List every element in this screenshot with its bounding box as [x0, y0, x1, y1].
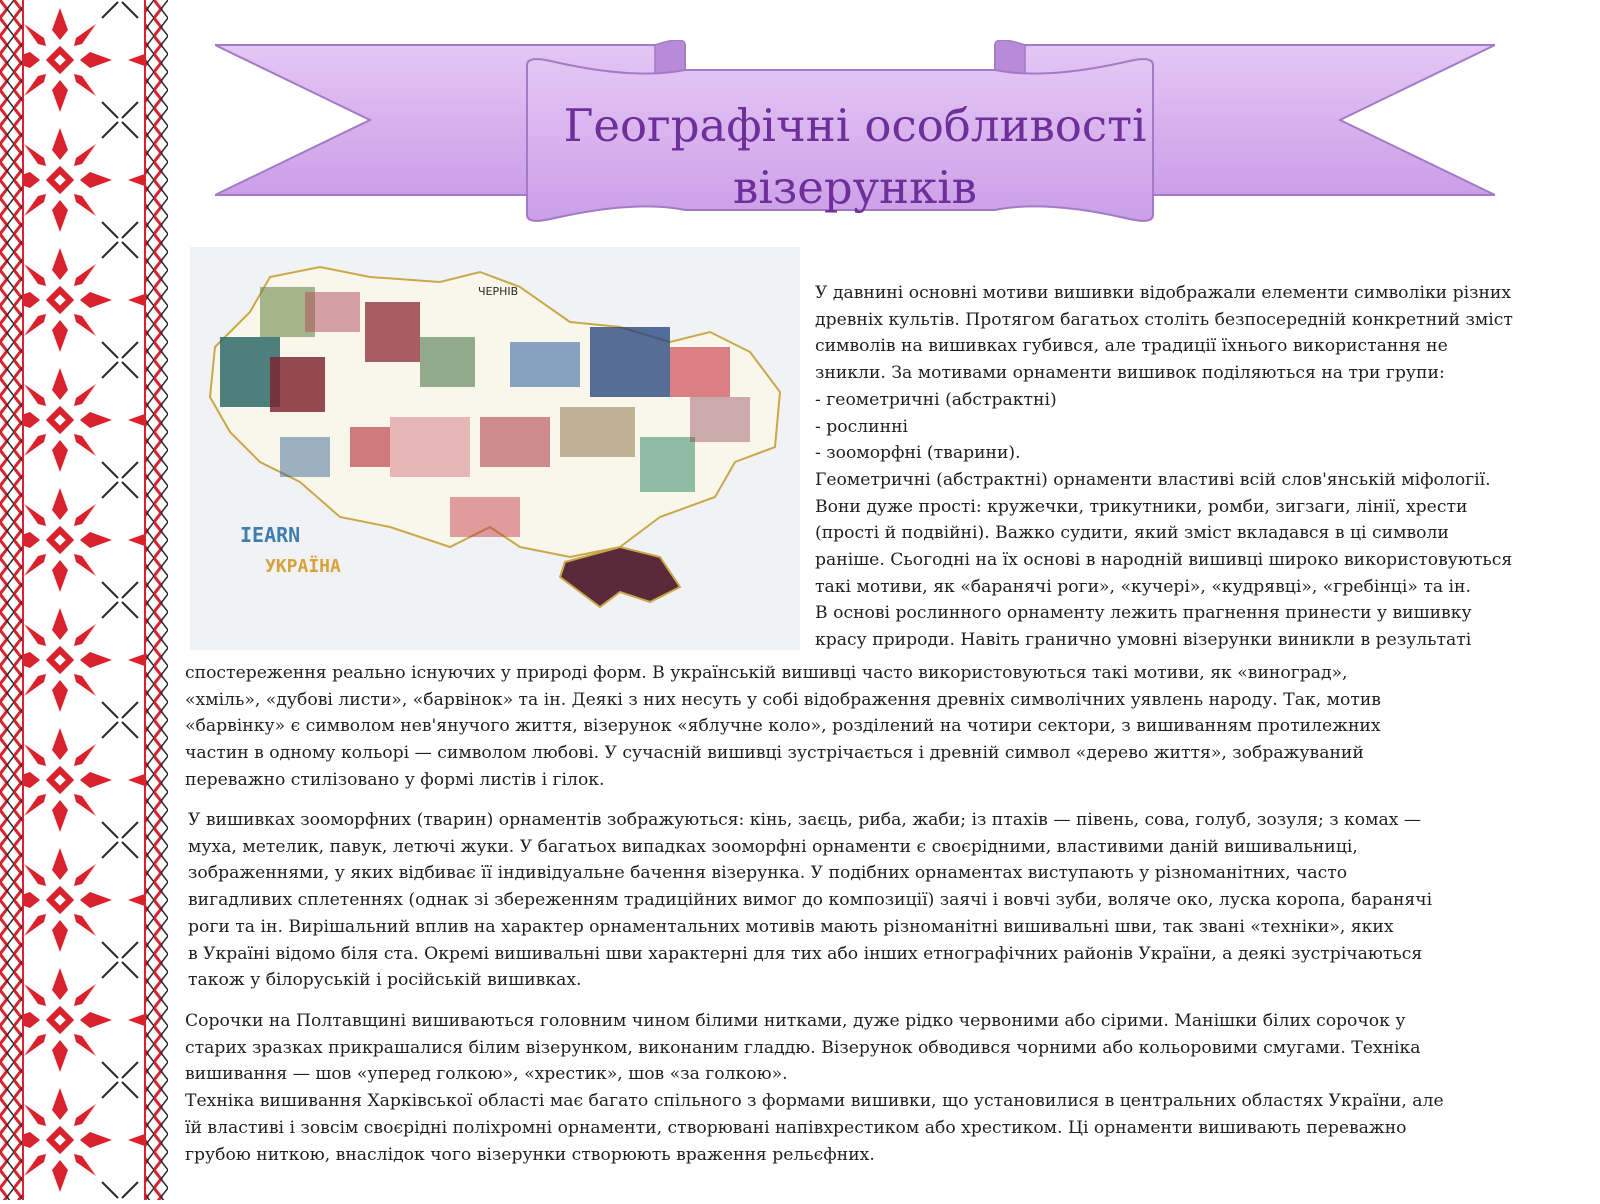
text-line: зникли. За мотивами орнаменти вишивок поділяються на три групи:: [815, 363, 1445, 384]
text-line: красу природи. Навіть гранично умовні візерунки виникли в результаті: [815, 630, 1472, 651]
text-line: зображеннями, у яких відбиває її індивідуальне бачення візерунка. У подібних орнаментах виступають у різноманітних, часто: [188, 863, 1348, 884]
text-line: «барвінку» є символом нев'янучого життя, візерунок «яблучне коло», розділений на чотири сектори, з вишиванням протилежних: [185, 716, 1381, 737]
text-line: вишивання — шов «уперед голкою», «хрестик», шов «за голкою».: [185, 1064, 788, 1085]
text-line: Техніка вишивання Харківської області має багато спільного з формами вишивки, що установилися в центральних областях України, але: [185, 1091, 1444, 1112]
floral-paragraph-continuation: [185, 660, 1575, 794]
text-line: грубою ниткою, внаслідок чого візерунки створюють враження рельєфних.: [185, 1144, 875, 1165]
zoomorphic-paragraph: [188, 807, 1583, 994]
text-line: символів на вишивках губився, але традиції їхнього використання не: [815, 336, 1448, 357]
text-line: Геометричні (абстрактні) орнаменти властиві всій слов'янській міфології.: [815, 469, 1491, 490]
text-line: також у білоруській і російській вишивках.: [188, 970, 582, 991]
text-line: їй властиві і зовсім своєрідні поліхромні орнаменти, створювані напівхрестиком або хрестиком. Ці орнаменти вишивають переважно: [185, 1117, 1407, 1138]
text-line: спостереження реально існуючих у природі форм. В українській вишивці часто використовуються такі мотиви, як «виноград»,: [185, 663, 1348, 683]
text-line: древніх культів. Протягом багатьох століть безпосередній конкретний зміст: [815, 309, 1513, 330]
text-line: частин в одному кольорі — символом любові. У сучасній вишивці зустрічається і древній символ «дерево життя», зображуваний: [185, 743, 1364, 764]
regional-techniques-paragraph: [185, 1008, 1590, 1168]
embroidered-map-photo: [190, 247, 800, 650]
iearn-label: IEARN: [240, 523, 301, 547]
text-line: Сорочки на Полтавщині вишиваються головним чином білими нитками, дуже рідко червоними або сірими. Манішки білих сорочок у: [185, 1011, 1406, 1031]
text-line: У давнині основні мотиви вишивки відображали елементи символіки різних: [815, 283, 1512, 303]
list-item-floral: - рослинні: [815, 416, 909, 437]
intro-text-column: [815, 280, 1600, 654]
map-label-region: ЧЕРНІВ: [478, 285, 519, 298]
text-line: старих зразках прикрашалися білим візерунком, виконаним гладдю. Візерунок обводився чорними або кольоровими смугами. Техніка: [185, 1037, 1421, 1058]
embroidered-map-graphic: [190, 247, 800, 650]
text-line: «хміль», «дубові листи», «барвінок» та ін. Деякі з них несуть у собі відображення древніх символічних уявлень народу. Так, мотив: [185, 689, 1381, 710]
page-title: [540, 95, 1170, 225]
text-line: Вони дуже прості: кружечки, трикутники, ромби, зигзаги, лінії, хрести: [815, 496, 1468, 517]
text-line: роги та ін. Вирішальний вплив на характер орнаментальних мотивів мають різноманітні вишивальні шви, так звані «техніки», яких: [188, 916, 1394, 937]
page-title-line-2: візерунків: [732, 161, 978, 214]
text-line: (прості й подвійні). Важко судити, який зміст вкладався в ці символи: [815, 523, 1449, 544]
list-item-geometric: - геометричні (абстрактні): [815, 389, 1057, 410]
text-line: В основі рослинного орнаменту лежить прагнення принести у вишивку: [815, 603, 1472, 624]
text-line: в Україні відомо біля ста. Окремі вишивальні шви характерні для тих або інших етнографічних районів України, а деякі зустрічаються: [188, 943, 1423, 964]
text-line: У вишивках зооморфних (тварин) орнаментів зображуються: кінь, заєць, риба, жаби; із птахів — півень, сова, голуб, зозуля; з комах —: [188, 810, 1422, 830]
page-title-line-1: Географічні особливості: [563, 99, 1147, 152]
text-line: такі мотиви, як «баранячі роги», «кучері», «кудрявці», «гребінці» та ін.: [815, 576, 1471, 597]
ukraine-label: УКРАЇНА: [265, 556, 341, 577]
text-line: муха, метелик, павук, летючі жуки. У багатьох випадках зооморфні орнаменти є своєрідними, властивими даній вишивальниці,: [188, 836, 1358, 857]
list-item-zoomorphic: - зооморфні (тварини).: [815, 443, 1021, 464]
embroidery-border-graphic: [0, 0, 168, 1200]
text-line: переважно стилізовано у формі листів і гілок.: [185, 769, 605, 790]
text-line: вигадливих сплетеннях (однак зі збереженням традиційних вимог до композиції) заячі і вовчі зуби, воляче око, луска коропа, баранячі: [188, 890, 1433, 911]
embroidery-border: [0, 0, 168, 1200]
text-line: раніше. Сьогодні на їх основі в народній вишивці широко використовуються: [815, 550, 1513, 571]
